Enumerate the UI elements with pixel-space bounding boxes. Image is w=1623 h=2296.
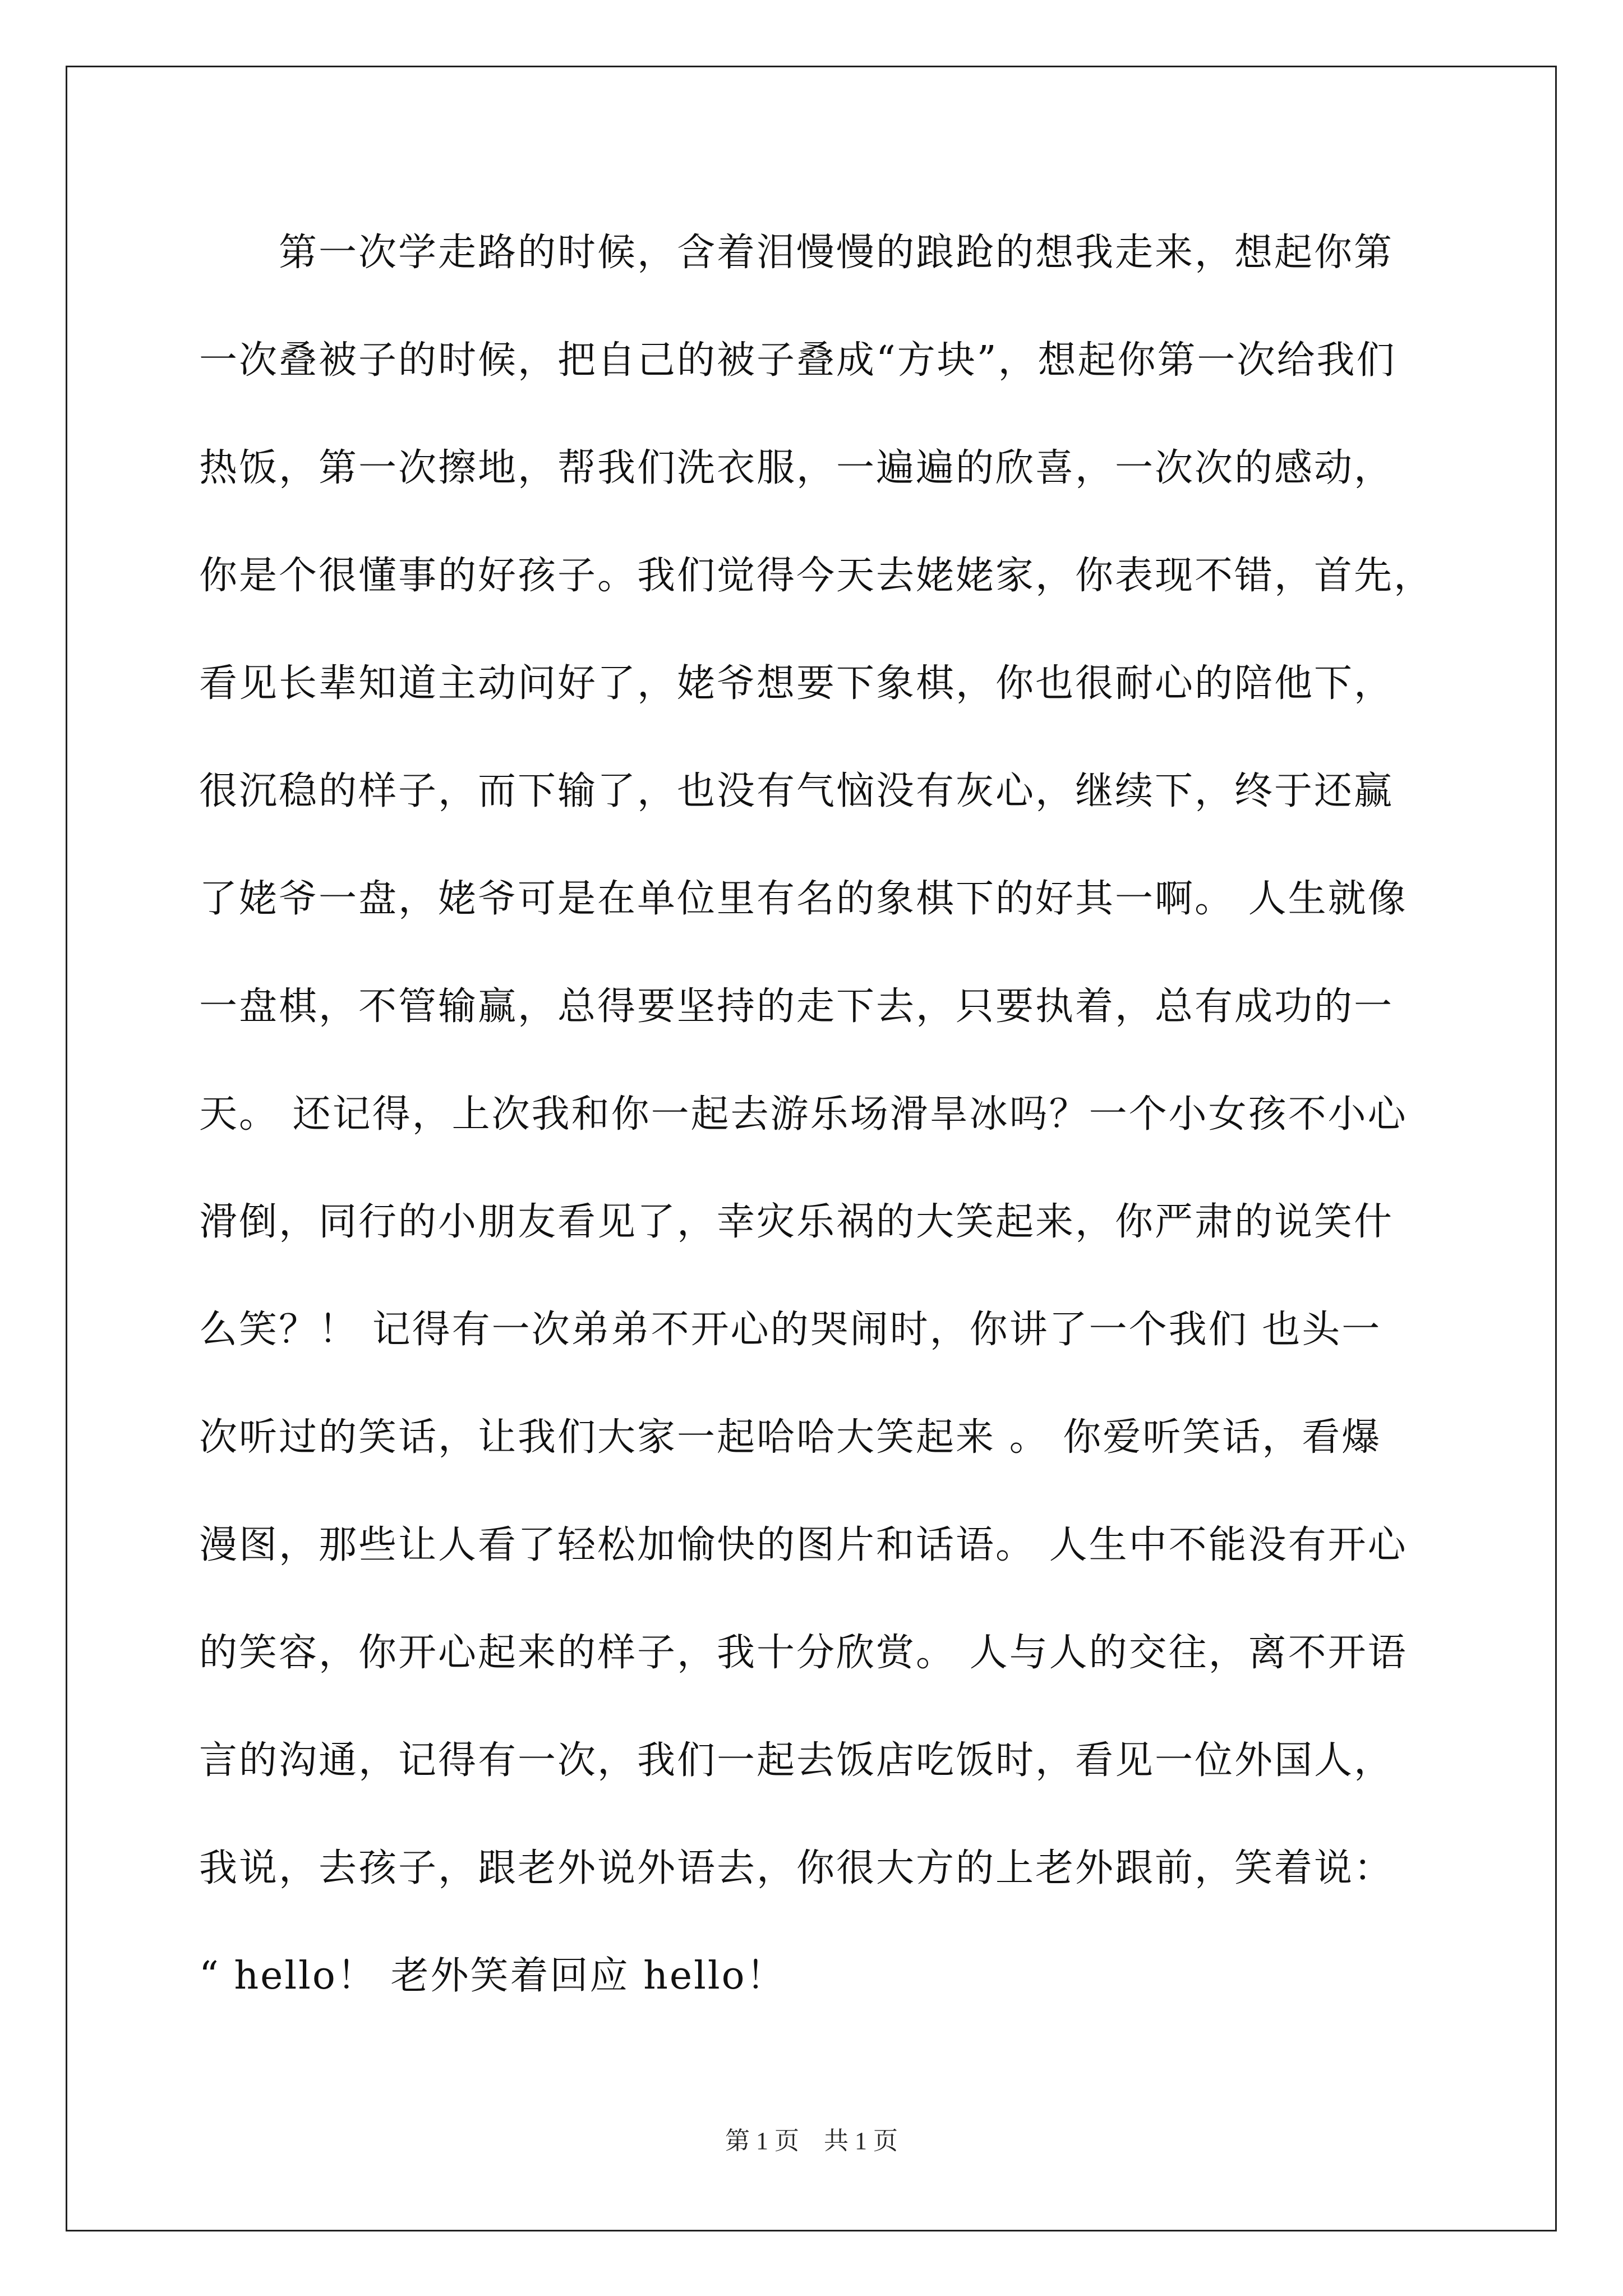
text-line-5: 看见长辈知道主动问好了，姥爷想要下象棋，你也很耐心的陪他下， <box>199 661 1394 706</box>
text-line-9: 天。 还记得，上次我和你一起去游乐场滑旱冰吗？一个小女孩不小心 <box>199 1092 1408 1137</box>
document-body <box>199 220 1458 2051</box>
text-line-8: 一盘棋，不管输赢，总得要坚持的走下去，只要执着，总有成功的一 <box>199 984 1394 1029</box>
text-line-7: 了姥爷一盘，姥爷可是在单位里有名的象棋下的好其一啊。 人生就像 <box>199 877 1408 921</box>
page-number: 第 1 页 <box>725 2127 799 2155</box>
text-line-10: 滑倒，同行的小朋友看见了，幸灾乐祸的大笑起来，你严肃的说笑什 <box>199 1200 1394 1244</box>
text-line-3: 热饭，第一次擦地，帮我们洗衣服，一遍遍的欣喜，一次次的感动， <box>199 446 1394 490</box>
page-footer <box>0 2120 1623 2156</box>
text-line-2: 一次叠被子的时候，把自己的被子叠成“方块”，想起你第一次给我们 <box>199 338 1396 383</box>
text-line-17: “ hello！ 老外笑着回应 hello！ <box>199 1954 786 1998</box>
text-line-6: 很沉稳的样子，而下输了，也没有气恼没有灰心，继续下，终于还赢 <box>199 769 1394 813</box>
text-line-16: 我说，去孩子，跟老外说外语去，你很大方的上老外跟前，笑着说： <box>199 1846 1394 1890</box>
page-total: 共 1 页 <box>824 2127 898 2155</box>
text-line-1: 第一次学走路的时候，含着泪慢慢的踉跄的想我走来，想起你第 <box>199 231 1394 275</box>
text-line-13: 漫图，那些让人看了轻松加愉快的图片和话语。 人生中不能没有开心 <box>199 1523 1408 1567</box>
text-line-11: 么笑？！ 记得有一次弟弟不开心的哭闹时，你讲了一个我们 也头一 <box>199 1308 1382 1352</box>
text-line-12: 次听过的笑话，让我们大家一起哈哈大笑起来 。 你爱听笑话，看爆 <box>199 1415 1382 1460</box>
text-line-14: 的笑容，你开心起来的样子，我十分欣赏。 人与人的交往，离不开语 <box>199 1631 1408 1675</box>
text-line-4: 你是个很懂事的好孩子。我们觉得今天去姥姥家，你表现不错，首先， <box>199 554 1434 598</box>
text-line-15: 言的沟通，记得有一次，我们一起去饭店吃饭时，看见一位外国人， <box>199 1738 1394 1783</box>
